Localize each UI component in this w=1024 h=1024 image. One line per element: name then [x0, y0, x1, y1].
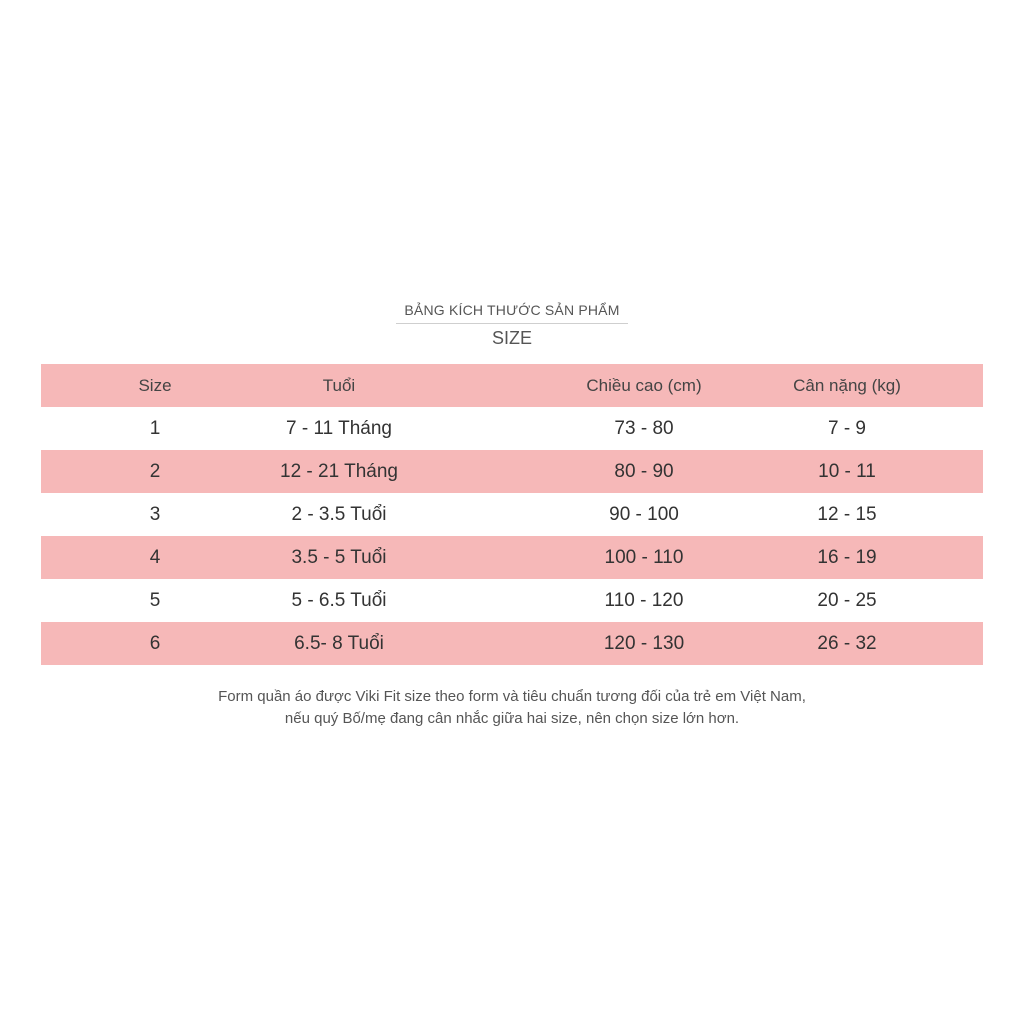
cell-age: 12 - 21 Tháng — [280, 460, 398, 482]
cell-age: 2 - 3.5 Tuổi — [291, 503, 387, 525]
cell-weight: 12 - 15 — [817, 503, 877, 525]
column-header-size: Size — [138, 375, 172, 395]
page-subtitle: SIZE — [491, 328, 532, 348]
table-row — [41, 536, 983, 579]
cell-size: 6 — [149, 632, 161, 654]
cell-weight: 20 - 25 — [817, 589, 877, 611]
table-row — [41, 450, 983, 493]
note-line-1: Form quần áo được Viki Fit size theo form và tiêu chuẩn tương đối của trẻ em Việt Nam, — [218, 688, 806, 705]
cell-weight: 16 - 19 — [817, 546, 877, 568]
cell-weight: 10 - 11 — [818, 460, 876, 482]
size-table — [41, 364, 983, 665]
cell-size: 3 — [149, 503, 161, 525]
cell-age: 3.5 - 5 Tuổi — [291, 546, 387, 568]
column-header-age: Tuổi — [322, 375, 356, 395]
table-header-row — [41, 364, 983, 407]
size-advice-note — [0, 686, 1024, 730]
cell-height: 100 - 110 — [604, 546, 684, 568]
note-line-2: nếu quý Bố/mẹ đang cân nhắc giữa hai size, nên chọn size lớn hơn. — [284, 710, 740, 727]
cell-size: 4 — [149, 546, 161, 568]
cell-age: 6.5- 8 Tuổi — [294, 632, 384, 654]
chart-heading — [0, 300, 1024, 349]
cell-height: 73 - 80 — [614, 417, 674, 439]
cell-weight: 26 - 32 — [817, 632, 877, 654]
cell-height: 90 - 100 — [609, 503, 679, 525]
cell-size: 1 — [149, 417, 161, 439]
table-row — [41, 622, 983, 665]
table-row — [41, 579, 983, 622]
table-row — [41, 493, 983, 536]
page-title: BẢNG KÍCH THƯỚC SẢN PHẨM — [396, 300, 627, 324]
column-header-height: Chiều cao (cm) — [586, 375, 702, 395]
cell-size: 5 — [149, 589, 161, 611]
cell-age: 7 - 11 Tháng — [286, 417, 392, 439]
cell-size: 2 — [149, 460, 161, 482]
cell-height: 80 - 90 — [614, 460, 674, 482]
column-header-weight: Cân nặng (kg) — [793, 375, 901, 395]
table-row — [41, 407, 983, 450]
cell-weight: 7 - 9 — [827, 417, 867, 439]
cell-age: 5 - 6.5 Tuổi — [291, 589, 387, 611]
cell-height: 120 - 130 — [603, 632, 685, 654]
cell-height: 110 - 120 — [604, 589, 684, 611]
